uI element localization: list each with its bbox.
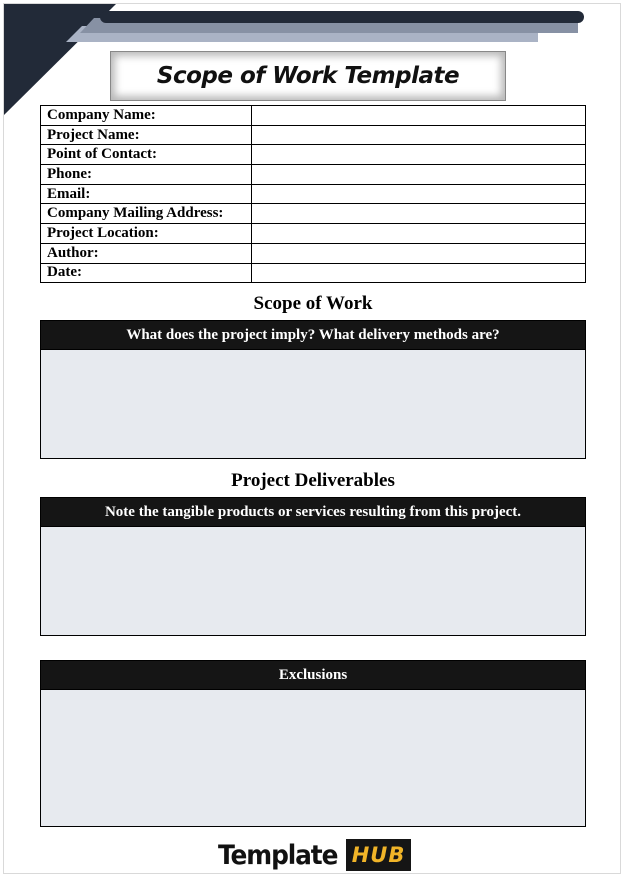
templatehub-logo bbox=[218, 838, 411, 872]
deliverables-content-area[interactable] bbox=[41, 527, 585, 637]
deliverables-section-header: Note the tangible products or services resulting from this project. bbox=[41, 498, 585, 527]
table-row bbox=[41, 263, 586, 283]
field-value[interactable] bbox=[252, 106, 586, 126]
field-label: Phone: bbox=[41, 165, 252, 185]
field-value[interactable] bbox=[252, 204, 586, 224]
document-page bbox=[3, 3, 621, 874]
logo-word: Template bbox=[218, 839, 338, 871]
scope-section-box bbox=[40, 320, 586, 459]
document-title: Scope of Work Template bbox=[156, 63, 460, 89]
table-row bbox=[41, 125, 586, 145]
deliverables-section-title: Project Deliverables bbox=[231, 470, 395, 491]
field-value[interactable] bbox=[252, 145, 586, 165]
exclusions-content-area[interactable] bbox=[41, 690, 585, 828]
scope-section-title: Scope of Work bbox=[253, 293, 373, 314]
table-row bbox=[41, 224, 586, 244]
exclusions-section-box bbox=[40, 660, 586, 827]
field-value[interactable] bbox=[252, 184, 586, 204]
field-value[interactable] bbox=[252, 125, 586, 145]
field-label: Project Location: bbox=[41, 224, 252, 244]
title-banner bbox=[110, 51, 506, 101]
field-label: Date: bbox=[41, 263, 252, 283]
deliverables-section-box bbox=[40, 497, 586, 636]
scope-content-area[interactable] bbox=[41, 350, 585, 460]
field-value[interactable] bbox=[252, 165, 586, 185]
field-label: Email: bbox=[41, 184, 252, 204]
exclusions-section-header: Exclusions bbox=[41, 661, 585, 690]
scope-section-header: What does the project imply? What delivery methods are? bbox=[41, 321, 585, 350]
field-label: Project Name: bbox=[41, 125, 252, 145]
field-label: Author: bbox=[41, 243, 252, 263]
table-row bbox=[41, 204, 586, 224]
field-value[interactable] bbox=[252, 243, 586, 263]
stripe-dark bbox=[100, 11, 584, 23]
field-label: Company Mailing Address: bbox=[41, 204, 252, 224]
field-value[interactable] bbox=[252, 224, 586, 244]
field-label: Company Name: bbox=[41, 106, 252, 126]
field-label: Point of Contact: bbox=[41, 145, 252, 165]
table-row bbox=[41, 243, 586, 263]
info-table bbox=[40, 105, 586, 283]
table-row bbox=[41, 106, 586, 126]
table-row bbox=[41, 165, 586, 185]
logo-badge: HUB bbox=[346, 839, 412, 871]
table-row bbox=[41, 184, 586, 204]
table-row bbox=[41, 145, 586, 165]
field-value[interactable] bbox=[252, 263, 586, 283]
